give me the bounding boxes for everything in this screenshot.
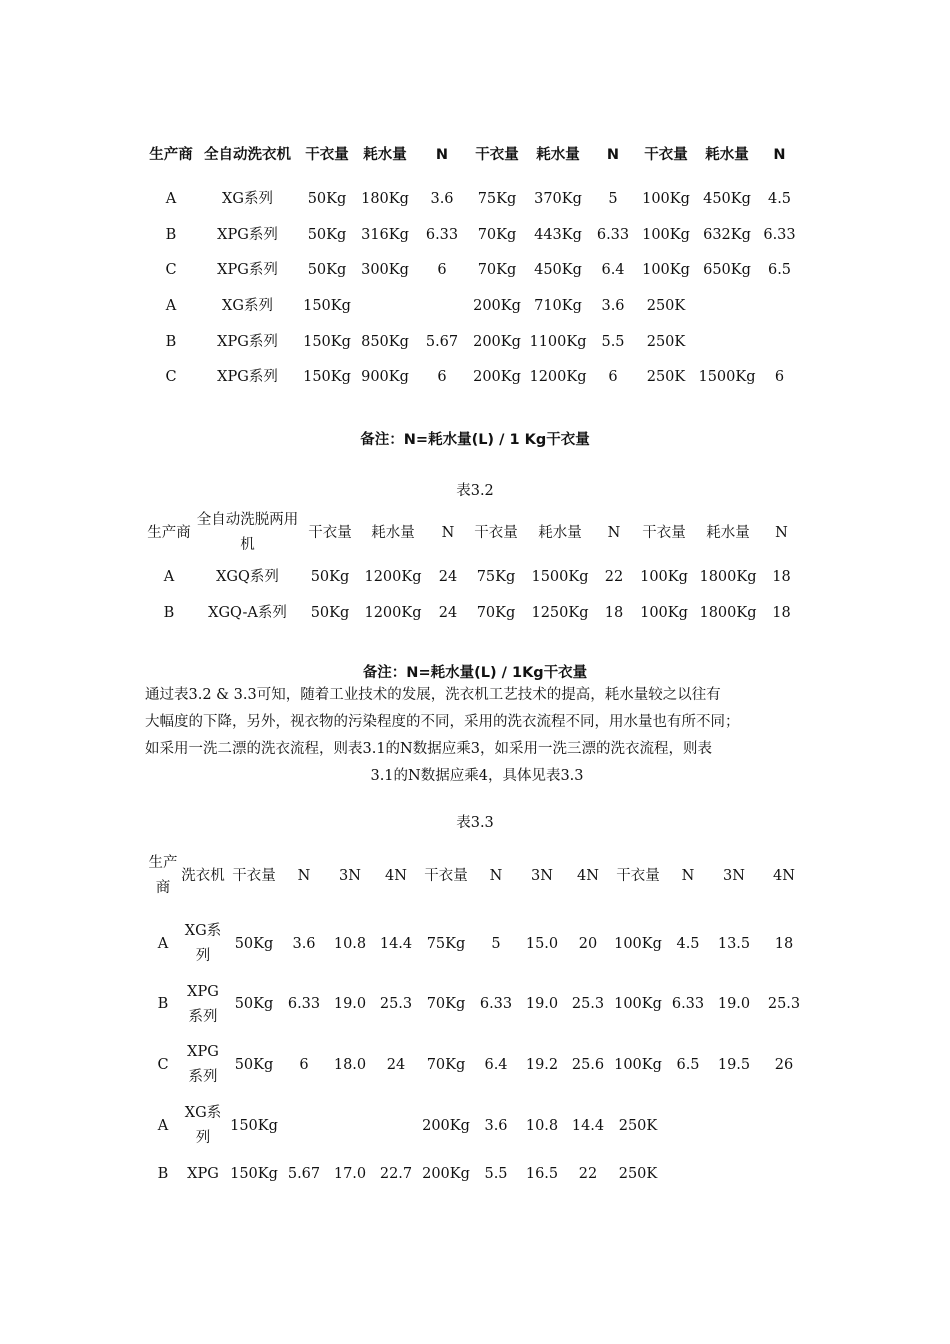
table-cell: 1500Kg [531,569,589,586]
table-cell: A [157,935,169,952]
paragraph-line: 大幅度的下降，另外，视衣物的污染程度的不同，采用的洗衣流程不同，用水量也有所不同； [145,714,740,730]
table-cell: 50Kg [234,1056,274,1073]
table-cell: 450Kg [703,191,751,208]
table-cell: 16.5 [525,1165,559,1182]
table-cell [374,1096,418,1157]
table-cell [355,289,415,325]
column-header: 4N [773,867,795,884]
paragraph-line: 通过表3.2 & 3.3可知，随着工业技术的发展，洗衣机工艺技术的提高，耗水量较之以往有 [145,687,721,703]
table-note-2: 备注：N=耗水量(L) / 1Kg干衣量 [362,665,588,681]
table-cell: 50Kg [307,191,347,208]
table-cell: 300Kg [361,262,409,279]
table-row [146,253,802,289]
table-cell: 3.6 [484,1117,508,1134]
table-cell: 25.3 [571,996,605,1013]
table-cell: B [163,604,175,621]
column-header: 干衣量 [642,524,686,541]
table-cell: 650Kg [703,262,751,279]
table-caption-3-2: 表3.2 [456,483,494,499]
table-cell: A [163,569,175,586]
column-header: 耗水量 [706,524,750,541]
table-cell: XGQ系列 [216,569,279,586]
table-cell [758,1096,810,1157]
table-cell [697,324,757,360]
table-cell: 70Kg [426,996,466,1013]
column-header: 干衣量 [424,867,468,884]
table-cell: 1200Kg [364,604,422,621]
column-header: 耗水量 [536,146,580,163]
table-cell: 180Kg [361,191,409,208]
table-cell: 4.5 [767,191,792,208]
table-cell: 3.6 [430,191,454,208]
table-header-row [146,128,802,182]
table-cell: 15.0 [525,935,559,952]
table-cell: A [157,1117,169,1134]
column-header: N [489,867,503,884]
table-cell: 6.4 [484,1056,508,1073]
table-cell: 6 [299,1056,309,1073]
table-cell: 6.5 [767,262,792,279]
table-cell: 4.5 [676,935,700,952]
table-row [146,1035,810,1096]
column-header: 3N [723,867,745,884]
table-cell: 5.67 [425,333,459,350]
table-cell: 19.5 [717,1056,751,1073]
table-cell: 14.4 [379,935,413,952]
table-caption-3-3: 表3.3 [456,815,494,831]
table-row [146,975,810,1036]
table-cell: 75Kg [476,569,516,586]
table-cell: 5.5 [484,1165,508,1182]
table-cell: 5 [608,191,618,208]
table-cell: 443Kg [534,226,582,243]
table-cell: 10.8 [333,935,367,952]
table-header-row [146,506,802,560]
water-consumption-table-2 [146,506,802,631]
table-note-1: 备注：N=耗水量(L) / 1 Kg干衣量 [360,432,590,448]
table-cell: 25.3 [767,996,801,1013]
table-cell: 200Kg [473,333,521,350]
table-cell: 70Kg [426,1056,466,1073]
column-header: 耗水量 [538,524,582,541]
table-cell: 50Kg [310,569,350,586]
table-cell: 900Kg [361,369,409,386]
table-cell: XPG系列 [187,983,219,1025]
table-row [146,218,802,254]
table-row [146,289,802,325]
column-header: N [607,524,621,541]
column-header: 3N [531,867,553,884]
table-cell: 24 [386,1056,406,1073]
table-cell [282,1096,326,1157]
table-cell: 70Kg [477,262,517,279]
column-header: 耗水量 [363,146,407,163]
table-cell: 200Kg [422,1117,470,1134]
table-cell: 18 [772,604,791,621]
table-cell: 25.3 [379,996,413,1013]
table-cell: B [165,333,177,350]
table-row [146,182,802,218]
table-cell: 6.33 [479,996,513,1013]
table-cell [697,289,757,325]
table-cell: 6.33 [287,996,321,1013]
water-consumption-table-1 [146,128,802,396]
table-cell: 100Kg [614,935,662,952]
table-cell: 100Kg [614,1056,662,1073]
table-cell: 24 [438,569,458,586]
table-cell: 316Kg [361,226,409,243]
table-cell: XG系列 [184,1105,222,1147]
table-cell: 250K [618,1117,658,1134]
table-cell: 100Kg [640,569,688,586]
table-row [146,1096,810,1157]
table-cell: XPG系列 [217,333,278,350]
table-cell: 6.5 [676,1056,700,1073]
table-row [146,560,802,596]
table-cell: 3.6 [292,935,316,952]
table-cell [666,1156,710,1192]
table-cell: 1100Kg [529,333,587,350]
table-cell: C [165,262,177,279]
table-cell: 200Kg [422,1165,470,1182]
table-cell: 150Kg [230,1165,278,1182]
column-header: 生产商 [148,855,178,896]
table-cell: 26 [774,1056,794,1073]
table-cell: 100Kg [640,604,688,621]
column-header: 4N [577,867,599,884]
column-header: 干衣量 [232,867,276,884]
table-cell: 6 [608,369,618,386]
table-cell: 250K [618,1165,658,1182]
table-cell: 3.6 [601,298,625,315]
table-cell: 6 [437,369,447,386]
table-row [146,596,802,632]
column-header: N [773,146,786,163]
table-cell: 150Kg [303,369,351,386]
table-cell: 850Kg [361,333,409,350]
table-cell: 22 [578,1165,598,1182]
column-header: 干衣量 [475,146,519,163]
table-cell: 50Kg [234,935,274,952]
table-cell: 19.0 [333,996,367,1013]
table-cell: 6 [774,369,785,386]
table-cell: XPG系列 [217,369,278,386]
table-cell [326,1096,374,1157]
table-cell: B [157,1165,169,1182]
table-cell: 100Kg [614,996,662,1013]
table-cell: 19.2 [525,1056,559,1073]
table-cell: 6 [437,262,447,279]
table-cell: 50Kg [234,996,274,1013]
column-header: 干衣量 [616,867,660,884]
table-cell: 18 [774,935,794,952]
table-row [146,360,802,396]
table-cell: A [165,298,177,315]
table-row [146,1156,810,1192]
table-cell: 5.5 [601,333,625,350]
table-cell: XG系列 [222,298,273,315]
table-cell: 10.8 [525,1117,559,1134]
table-cell: 18 [604,604,624,621]
column-header: N [606,146,620,163]
table-cell: 1800Kg [699,604,757,621]
column-header: 干衣量 [644,146,688,163]
table-cell: C [165,369,177,386]
table-cell [758,1156,810,1192]
table-cell: XG系列 [184,923,222,965]
table-cell: B [157,996,169,1013]
table-cell: 18 [772,569,791,586]
table-cell: 100Kg [642,226,690,243]
column-header: 干衣量 [305,146,349,163]
table-cell: 6.33 [763,226,796,243]
column-header: 干衣量 [308,524,352,541]
table-cell [757,289,802,325]
column-header: 全自动洗脱两用机 [196,512,299,553]
table-cell: 100Kg [642,262,690,279]
table-cell: 70Kg [477,226,517,243]
table-row [146,914,810,975]
table-cell: 710Kg [534,298,582,315]
table-cell: 50Kg [310,604,350,621]
table-header-row [146,838,810,914]
table-cell: 22.7 [379,1165,413,1182]
column-header: 生产商 [149,146,193,163]
table-cell: XGQ-A系列 [208,604,287,621]
table-cell: 1250Kg [531,604,589,621]
table-cell: 5.67 [287,1165,321,1182]
table-cell: 14.4 [571,1117,605,1134]
paragraph-line: 3.1的N数据应乘4，具体见表3.3 [370,768,584,784]
table-cell: B [165,226,177,243]
body-paragraph [145,682,809,790]
table-cell: 17.0 [333,1165,367,1182]
table-cell: 450Kg [534,262,582,279]
table-cell [710,1156,758,1192]
table-cell: 19.0 [525,996,559,1013]
column-header: N [775,524,788,541]
table-cell: 22 [604,569,624,586]
column-header: N [297,867,311,884]
column-header: 干衣量 [474,524,518,541]
paragraph-line: 如采用一洗二漂的洗衣流程，则表3.1的N数据应乘3，如采用一洗三漂的洗衣流程，则表 [145,741,712,757]
table-cell [666,1096,710,1157]
table-cell: C [157,1056,169,1073]
table-cell: 6.33 [671,996,705,1013]
table-cell [415,289,469,325]
table-cell: 1500Kg [698,369,756,386]
column-header: 全自动洗衣机 [204,146,291,163]
column-header: N [681,867,695,884]
table-cell: 1200Kg [529,369,587,386]
column-header: 3N [339,867,361,884]
column-header: N [435,146,449,163]
table-cell: 6.4 [601,262,625,279]
table-cell: 150Kg [303,333,351,350]
table-cell: 150Kg [303,298,351,315]
table-cell: 20 [578,935,598,952]
table-cell: 1200Kg [364,569,422,586]
table-cell: 632Kg [703,226,751,243]
column-header: N [441,524,455,541]
table-cell: 150Kg [230,1117,278,1134]
column-header: 生产商 [147,524,191,541]
table-cell: 200Kg [473,298,521,315]
column-header: 洗衣机 [181,867,225,884]
table-cell: 100Kg [642,191,690,208]
water-consumption-table-3 [146,838,810,1192]
table-cell: 6.33 [425,226,459,243]
table-cell: 1800Kg [699,569,757,586]
table-cell: 75Kg [426,935,466,952]
table-cell: 75Kg [477,191,517,208]
table-cell: A [165,191,177,208]
table-cell: 13.5 [717,935,751,952]
table-cell: 250K [646,298,686,315]
table-cell: 5 [491,935,501,952]
table-cell: XPG系列 [217,262,278,279]
table-cell: 25.6 [571,1056,605,1073]
table-cell: 24 [438,604,458,621]
table-cell: 250K [646,333,686,350]
column-header: 耗水量 [371,524,415,541]
table-cell: 250K [646,369,686,386]
table-cell: 6.33 [596,226,630,243]
column-header: 耗水量 [705,146,749,163]
table-cell [757,324,802,360]
table-cell [710,1096,758,1157]
table-cell: XPG系列 [217,226,278,243]
table-cell: 19.0 [717,996,751,1013]
table-cell: 50Kg [307,262,347,279]
table-cell: XG系列 [222,191,273,208]
table-cell: XPG [187,1165,219,1182]
column-header: 4N [385,867,407,884]
table-cell: 18.0 [333,1056,367,1073]
table-cell: XPG系列 [187,1044,219,1086]
table-row [146,324,802,360]
table-cell: 200Kg [473,369,521,386]
table-cell: 50Kg [307,226,347,243]
table-cell: 370Kg [534,191,582,208]
table-cell: 70Kg [476,604,516,621]
